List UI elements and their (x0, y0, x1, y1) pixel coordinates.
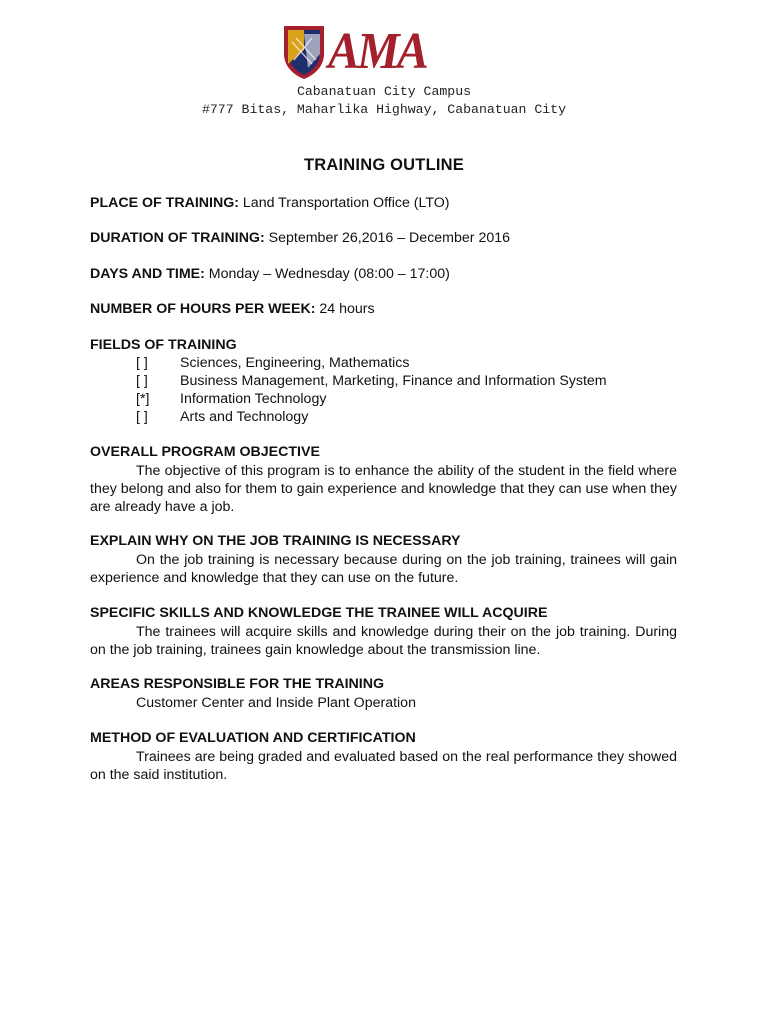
ama-logo (282, 24, 442, 84)
place-label: PLACE OF TRAINING: (90, 195, 239, 211)
days-label: DAYS AND TIME: (90, 266, 205, 282)
evaluation-text: Trainees are being graded and evaluated based on the real performance they showed on the said institution. (90, 749, 677, 783)
areas-heading: AREAS RESPONSIBLE FOR THE TRAINING (90, 676, 385, 692)
duration-label: DURATION OF TRAINING: (90, 230, 265, 246)
objective-text: The objective of this program is to enhance the ability of the student in the field where they belong and also for them to gain experience and knowledge that they can use when they are already have a job. (90, 463, 677, 515)
shield-emblem-icon (282, 24, 326, 80)
field-option-label: Sciences, Engineering, Mathematics (180, 355, 410, 371)
hours-label: NUMBER OF HOURS PER WEEK: (90, 301, 316, 317)
checkbox-mark: [*] (136, 391, 150, 407)
days-value: Monday – Wednesday (08:00 – 17:00) (208, 266, 450, 282)
checkbox-mark: [ ] (136, 409, 148, 425)
evaluation-heading: METHOD OF EVALUATION AND CERTIFICATION (90, 730, 416, 746)
campus-name: Cabanatuan City Campus (296, 84, 472, 99)
field-option (136, 373, 607, 389)
hours-per-week (90, 301, 375, 317)
fields-heading: FIELDS OF TRAINING (90, 337, 237, 353)
field-option (136, 409, 308, 425)
objective-heading: OVERALL PROGRAM OBJECTIVE (90, 444, 320, 460)
checkbox-mark: [ ] (136, 355, 148, 371)
hours-value: 24 hours (319, 301, 375, 317)
campus-address: #777 Bitas, Maharlika Highway, Cabanatuan City (201, 102, 567, 117)
page-title: TRAINING OUTLINE (304, 156, 464, 174)
field-option-label: Information Technology (180, 391, 327, 407)
duration-of-training (90, 230, 510, 246)
days-and-time (90, 266, 450, 282)
field-option (136, 355, 409, 371)
necessary-text: On the job training is necessary because during on the job training, trainees will gain experience and knowledge that they can use on the future. (90, 552, 677, 586)
field-option-label: Arts and Technology (180, 409, 309, 425)
duration-value: September 26,2016 – December 2016 (268, 230, 511, 246)
necessary-heading: EXPLAIN WHY ON THE JOB TRAINING IS NECESSARY (90, 533, 461, 549)
ama-wordmark: AMA (328, 23, 427, 80)
place-of-training (90, 195, 450, 211)
areas-text: Customer Center and Inside Plant Operation (136, 695, 416, 711)
skills-text: The trainees will acquire skills and knowledge during their on the job training. During on the job training, trainees gain knowledge about the transmission line. (90, 624, 677, 658)
checkbox-mark: [ ] (136, 373, 148, 389)
field-option (136, 391, 326, 407)
field-option-label: Business Management, Marketing, Finance and Information System (180, 373, 607, 389)
skills-heading: SPECIFIC SKILLS AND KNOWLEDGE THE TRAINEE WILL ACQUIRE (90, 605, 548, 621)
place-value: Land Transportation Office (LTO) (242, 195, 450, 211)
